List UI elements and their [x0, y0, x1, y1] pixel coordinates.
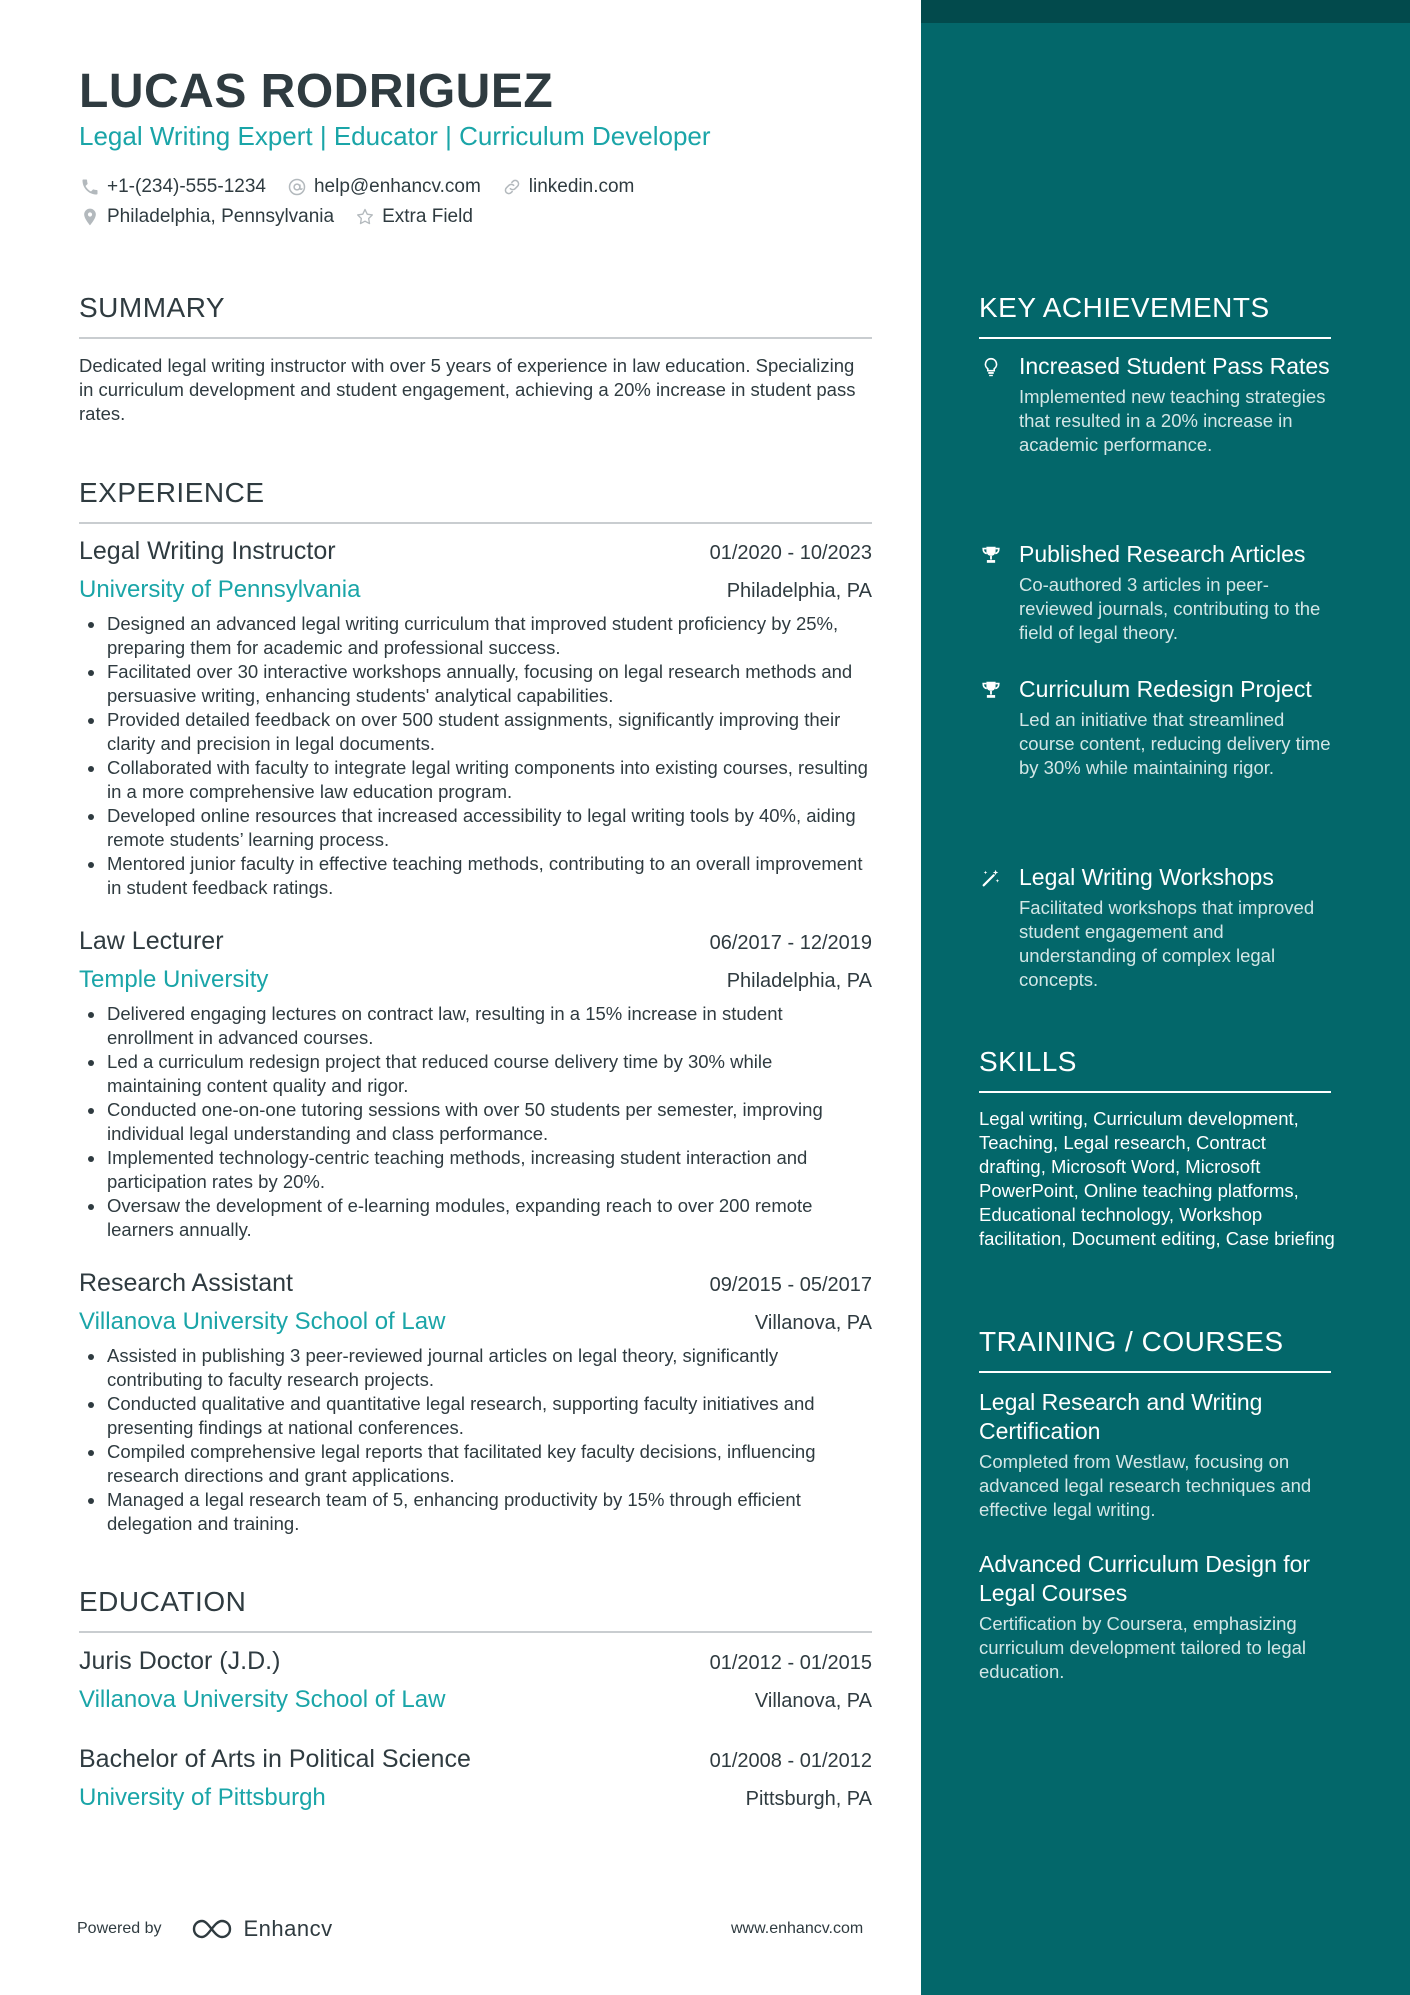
achievement-desc: Implemented new teaching strategies that resulted in a 20% increase in academic performance. — [1019, 386, 1326, 455]
contact-row-1 — [79, 172, 879, 202]
employer-name: Villanova University School of Law — [79, 1308, 446, 1335]
degree-title: Juris Doctor (J.D.) — [79, 1647, 281, 1675]
degree-title: Bachelor of Arts in Political Science — [79, 1745, 471, 1773]
enhancv-wordmark: Enhancv — [243, 1916, 333, 1941]
training-divider — [979, 1371, 1331, 1373]
link-icon — [501, 176, 523, 198]
summary-text: Dedicated legal writing instructor with over 5 years of experience in law education. Specializing in curriculum development and student engagement, achieving a 20% increase in student pass rates. — [79, 355, 856, 424]
experience-entry-2 — [79, 927, 872, 1242]
bullet-item: Assisted in publishing 3 peer-reviewed journal articles on legal theory, significantly contributing to faculty research projects. — [79, 1344, 872, 1392]
contact-email[interactable] — [286, 176, 481, 198]
achievement-item — [979, 863, 1331, 992]
magic-wand-icon — [979, 866, 1003, 890]
school-location: Pittsburgh, PA — [745, 1788, 872, 1810]
bullet-item: Conducted qualitative and quantitative legal research, supporting faculty initiatives and presenting findings at national conferences. — [79, 1392, 872, 1440]
sidebar — [921, 0, 1410, 1995]
summary-heading: SUMMARY — [79, 292, 226, 323]
contact-email-text: help@enhancv.com — [313, 176, 481, 197]
job-bullets — [79, 1002, 872, 1242]
enhancv-logo[interactable] — [190, 1916, 333, 1942]
contact-row-2 — [79, 202, 879, 232]
experience-divider — [79, 522, 872, 524]
lightbulb-icon — [979, 355, 1003, 379]
education-divider — [79, 1631, 872, 1633]
trophy-icon — [979, 543, 1003, 567]
bullet-item: Led a curriculum redesign project that reduced course delivery time by 30% while maintaining content quality and rigor. — [79, 1050, 872, 1098]
achievement-title: Curriculum Redesign Project — [1019, 676, 1312, 702]
employer-name: Temple University — [79, 966, 269, 993]
candidate-name: LUCAS RODRIGUEZ — [79, 65, 554, 118]
job-dates: 01/2020 - 10/2023 — [709, 542, 872, 564]
achievement-desc: Facilitated workshops that improved student engagement and understanding of complex legal concepts. — [1019, 897, 1315, 990]
sidebar-top-band — [921, 0, 1410, 23]
course-item — [979, 1550, 1331, 1684]
contact-extra-text: Extra Field — [382, 206, 473, 227]
trophy-icon — [979, 678, 1003, 702]
job-bullets — [79, 612, 872, 900]
achievement-title: Published Research Articles — [1019, 541, 1306, 567]
powered-by-label: Powered by — [77, 1920, 162, 1937]
footer-url[interactable]: www.enhancv.com — [731, 1920, 864, 1937]
achievements-heading: KEY ACHIEVEMENTS — [979, 292, 1270, 323]
skills-heading: SKILLS — [979, 1046, 1077, 1077]
bullet-item: Facilitated over 30 interactive workshops annually, focusing on legal research methods and persuasive writing, enhancing students' analytical capabilities. — [79, 660, 872, 708]
contact-location — [79, 206, 334, 228]
experience-entry-1 — [79, 537, 872, 900]
experience-heading: EXPERIENCE — [79, 477, 265, 508]
bullet-item: Oversaw the development of e-learning modules, expanding reach to over 200 remote learners annually. — [79, 1194, 872, 1242]
education-entry-1 — [79, 1647, 872, 1714]
contact-location-text: Philadelphia, Pennsylvania — [107, 206, 335, 227]
contact-info — [79, 172, 879, 232]
contact-extra — [354, 206, 473, 228]
bullet-item: Designed an advanced legal writing curriculum that improved student proficiency by 25%, preparing them for academic and professional success. — [79, 612, 872, 660]
achievement-item — [979, 675, 1331, 780]
bullet-item: Collaborated with faculty to integrate legal writing components into existing courses, resulting in a more comprehensive law education program. — [79, 756, 872, 804]
training-heading: TRAINING / COURSES — [979, 1326, 1284, 1357]
job-location: Philadelphia, PA — [726, 970, 872, 992]
bullet-item: Conducted one-on-one tutoring sessions with over 50 students per semester, improving individual legal understanding and class performance. — [79, 1098, 872, 1146]
bullet-item: Delivered engaging lectures on contract law, resulting in a 15% increase in student enrollment in advanced courses. — [79, 1002, 872, 1050]
contact-phone[interactable] — [79, 176, 266, 198]
skills-divider — [979, 1091, 1331, 1093]
job-location: Philadelphia, PA — [726, 580, 872, 602]
job-title: Law Lecturer — [79, 927, 224, 955]
school-name: University of Pittsburgh — [79, 1784, 326, 1811]
job-dates: 06/2017 - 12/2019 — [709, 932, 872, 954]
achievements-divider — [979, 337, 1331, 339]
contact-phone-text: +1-(234)-555-1234 — [107, 176, 266, 197]
achievement-item — [979, 540, 1331, 645]
job-bullets — [79, 1344, 872, 1536]
bullet-item: Provided detailed feedback on over 500 student assignments, significantly improving their clarity and precision in legal documents. — [79, 708, 872, 756]
course-item — [979, 1388, 1331, 1522]
contact-linkedin-text: linkedin.com — [528, 176, 635, 197]
course-desc: Certification by Coursera, emphasizing curriculum development tailored to legal education. — [979, 1613, 1307, 1682]
achievement-desc: Led an initiative that streamlined course content, reducing delivery time by 30% while maintaining rigor. — [1019, 709, 1331, 778]
footer-branding — [77, 1916, 333, 1942]
degree-dates: 01/2008 - 01/2012 — [709, 1750, 872, 1772]
school-location: Villanova, PA — [754, 1690, 872, 1712]
skills-list: Legal writing, Curriculum development, Teaching, Legal research, Contract drafting, Microsoft Word, Microsoft PowerPoint, Online teaching platforms, Educational technology, Workshop facilitation, Document editing, Case briefing — [979, 1108, 1335, 1249]
job-dates: 09/2015 - 05/2017 — [709, 1274, 872, 1296]
bullet-item: Managed a legal research team of 5, enhancing productivity by 15% through efficient delegation and training. — [79, 1488, 872, 1536]
course-title: Legal Research and Writing Certification — [979, 1389, 1263, 1444]
achievement-title: Legal Writing Workshops — [1019, 864, 1274, 890]
achievement-item — [979, 352, 1331, 457]
phone-icon — [79, 176, 101, 198]
at-icon — [286, 176, 308, 198]
employer-name: University of Pennsylvania — [79, 576, 361, 603]
contact-linkedin[interactable] — [501, 176, 635, 198]
experience-entry-3 — [79, 1269, 872, 1536]
bullet-item: Implemented technology-centric teaching methods, increasing student interaction and participation rates by 20%. — [79, 1146, 872, 1194]
job-title: Legal Writing Instructor — [79, 537, 336, 565]
summary-divider — [79, 337, 872, 339]
bullet-item: Compiled comprehensive legal reports that facilitated key faculty decisions, influencing research directions and grant applications. — [79, 1440, 872, 1488]
education-entry-2 — [79, 1745, 872, 1812]
star-icon — [354, 206, 376, 228]
enhancv-infinity-icon — [190, 1916, 236, 1942]
bullet-item: Mentored junior faculty in effective teaching methods, contributing to an overall improvement in student feedback ratings. — [79, 852, 872, 900]
candidate-tagline: Legal Writing Expert | Educator | Curriculum Developer — [79, 121, 711, 151]
education-heading: EDUCATION — [79, 1586, 247, 1617]
course-desc: Completed from Westlaw, focusing on advanced legal research techniques and effective legal writing. — [979, 1451, 1312, 1520]
job-location: Villanova, PA — [754, 1312, 872, 1334]
achievement-title: Increased Student Pass Rates — [1019, 353, 1330, 379]
job-title: Research Assistant — [79, 1269, 293, 1297]
course-title: Advanced Curriculum Design for Legal Courses — [979, 1551, 1311, 1606]
bullet-item: Developed online resources that increased accessibility to legal writing tools by 40%, aiding remote students’ learning process. — [79, 804, 872, 852]
degree-dates: 01/2012 - 01/2015 — [709, 1652, 872, 1674]
location-pin-icon — [79, 206, 101, 228]
achievement-desc: Co-authored 3 articles in peer-reviewed journals, contributing to the field of legal theory. — [1019, 574, 1321, 643]
school-name: Villanova University School of Law — [79, 1686, 446, 1713]
